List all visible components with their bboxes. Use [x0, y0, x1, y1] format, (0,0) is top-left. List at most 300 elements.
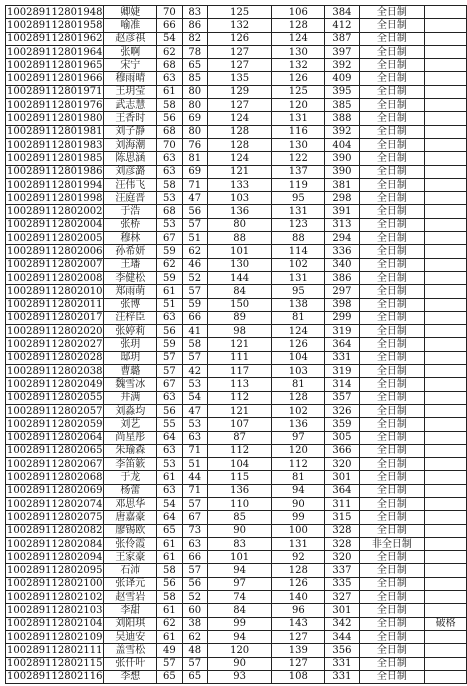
subject1-score-cell: 133: [207, 178, 271, 191]
candidate-id-cell: 100289112802059: [7, 418, 103, 430]
subject1-score-cell: 135: [207, 72, 271, 85]
english-score-cell: 66: [182, 551, 207, 564]
total-score-cell: 391: [325, 205, 359, 218]
remark-cell: [425, 6, 467, 19]
subject1-score-cell: 94: [207, 564, 271, 577]
subject2-score-cell: 130: [272, 138, 325, 151]
candidate-id-cell: 100289112802005: [7, 232, 103, 244]
remark-cell: [425, 32, 467, 45]
candidate-id-cell: 100289112801985: [7, 152, 103, 164]
remark-cell: [425, 311, 467, 324]
candidate-id-cell: 100289112802007: [7, 259, 103, 271]
subject2-score-cell: 116: [272, 125, 325, 138]
study-mode-cell: 全日制: [359, 484, 425, 497]
candidate-id-cell: 100289112802094: [7, 551, 103, 563]
subject2-score-cell: 102: [272, 258, 325, 271]
study-mode-cell: 全日制: [359, 325, 425, 338]
candidate-id-cell: 100289112802082: [7, 525, 103, 537]
remark-cell: [425, 351, 467, 364]
total-score-cell: 364: [325, 338, 359, 351]
subject2-score-cell: 92: [272, 551, 325, 564]
study-mode-cell: 全日制: [359, 444, 425, 457]
subject1-score-cell: 129: [207, 85, 271, 98]
english-score-cell: 82: [182, 32, 207, 45]
subject1-score-cell: 124: [207, 112, 271, 125]
english-score-cell: 65: [182, 59, 207, 72]
politics-score-cell: 57: [157, 365, 182, 378]
subject2-score-cell: 139: [272, 644, 325, 657]
study-mode-cell: 全日制: [359, 644, 425, 657]
name-cell: 于浩: [104, 205, 157, 218]
candidate-id-cell: 100289112802111: [7, 644, 103, 656]
name-cell: 吴迪安: [104, 630, 157, 643]
study-mode-cell: 全日制: [359, 245, 425, 258]
name-cell: 汪庭晋: [104, 192, 157, 205]
table-row: [6, 537, 467, 550]
politics-score-cell: 61: [157, 630, 182, 643]
politics-score-cell: 61: [157, 551, 182, 564]
politics-score-cell: 63: [157, 444, 182, 457]
subject1-score-cell: 121: [207, 404, 271, 417]
politics-score-cell: 53: [157, 218, 182, 231]
politics-score-cell: 62: [157, 617, 182, 630]
politics-score-cell: 68: [157, 125, 182, 138]
total-score-cell: 305: [325, 431, 359, 444]
subject1-score-cell: 127: [207, 99, 271, 112]
subject2-score-cell: 104: [272, 351, 325, 364]
candidate-id-cell: 100289112801962: [7, 33, 103, 45]
subject2-score-cell: 81: [272, 471, 325, 484]
total-score-cell: 364: [325, 484, 359, 497]
subject1-score-cell: 128: [207, 138, 271, 151]
remark-cell: [425, 45, 467, 58]
name-cell: 陈思涵: [104, 152, 157, 165]
total-score-cell: 356: [325, 644, 359, 657]
study-mode-cell: 全日制: [359, 511, 425, 524]
subject1-score-cell: 101: [207, 551, 271, 564]
subject2-score-cell: 131: [272, 537, 325, 550]
name-cell: 邸玥: [104, 351, 157, 364]
subject2-score-cell: 120: [272, 99, 325, 112]
table-row: [6, 617, 467, 630]
subject1-score-cell: 90: [207, 524, 271, 537]
name-cell: 王家豪: [104, 551, 157, 564]
candidate-id-cell: 100289112802069: [7, 485, 103, 497]
remark-cell: [425, 232, 467, 245]
remark-cell: [425, 644, 467, 657]
candidate-id-cell: 100289112802109: [7, 631, 103, 643]
study-mode-cell: 全日制: [359, 232, 425, 245]
name-cell: 廖锡欧: [104, 524, 157, 537]
subject2-score-cell: 127: [272, 657, 325, 670]
subject1-score-cell: 136: [207, 484, 271, 497]
study-mode-cell: 全日制: [359, 59, 425, 72]
subject1-score-cell: 150: [207, 298, 271, 311]
name-cell: 王璠: [104, 258, 157, 271]
candidate-id-cell: 100289112802068: [7, 472, 103, 484]
subject1-score-cell: 84: [207, 604, 271, 617]
remark-cell: [425, 404, 467, 417]
remark-cell: [425, 484, 467, 497]
candidate-id-cell: 100289112802074: [7, 498, 103, 510]
table-row: [6, 577, 467, 590]
subject2-score-cell: 102: [272, 404, 325, 417]
remark-cell: [425, 112, 467, 125]
study-mode-cell: 全日制: [359, 577, 425, 590]
candidate-id-cell: 100289112801971: [7, 86, 103, 98]
remark-cell: [425, 59, 467, 72]
name-cell: 刘阳琪: [104, 617, 157, 630]
subject2-score-cell: 114: [272, 245, 325, 258]
candidate-id-cell: 100289112802028: [7, 352, 103, 364]
study-mode-cell: 全日制: [359, 99, 425, 112]
study-mode-cell: 全日制: [359, 657, 425, 670]
subject2-score-cell: 112: [272, 458, 325, 471]
subject1-score-cell: 90: [207, 657, 271, 670]
name-cell: 李想: [104, 670, 157, 683]
name-cell: 郑雨萌: [104, 285, 157, 298]
name-cell: 刘子静: [104, 125, 157, 138]
candidate-id-cell: 100289112802008: [7, 272, 103, 284]
english-score-cell: 60: [182, 604, 207, 617]
study-mode-cell: 全日制: [359, 6, 425, 19]
total-score-cell: 331: [325, 351, 359, 364]
table-row: [6, 338, 467, 351]
politics-score-cell: 58: [157, 591, 182, 604]
english-score-cell: 38: [182, 617, 207, 630]
table-row: [6, 444, 467, 457]
politics-score-cell: 63: [157, 391, 182, 404]
candidate-id-cell: 100289112802104: [7, 618, 103, 630]
remark-cell: [425, 444, 467, 457]
english-score-cell: 56: [182, 205, 207, 218]
study-mode-cell: 全日制: [359, 178, 425, 191]
subject1-score-cell: 124: [207, 152, 271, 165]
subject2-score-cell: 103: [272, 365, 325, 378]
subject2-score-cell: 137: [272, 165, 325, 178]
name-cell: 刘艺: [104, 418, 157, 431]
remark-cell: [425, 391, 467, 404]
english-score-cell: 41: [182, 325, 207, 338]
politics-score-cell: 59: [157, 271, 182, 284]
total-score-cell: 313: [325, 218, 359, 231]
study-mode-cell: 全日制: [359, 298, 425, 311]
subject1-score-cell: 130: [207, 258, 271, 271]
subject1-score-cell: 85: [207, 511, 271, 524]
english-score-cell: 65: [182, 670, 207, 683]
total-score-cell: 398: [325, 298, 359, 311]
subject1-score-cell: 89: [207, 311, 271, 324]
total-score-cell: 294: [325, 232, 359, 245]
subject2-score-cell: 88: [272, 232, 325, 245]
table-row: [6, 591, 467, 604]
politics-score-cell: 58: [157, 99, 182, 112]
subject1-score-cell: 112: [207, 391, 271, 404]
name-cell: 李甜: [104, 604, 157, 617]
politics-score-cell: 65: [157, 670, 182, 683]
candidate-id-cell: 100289112801966: [7, 73, 103, 85]
subject1-score-cell: 125: [207, 6, 271, 19]
table-row: [6, 19, 467, 32]
name-cell: 石沛: [104, 564, 157, 577]
politics-score-cell: 63: [157, 72, 182, 85]
table-row: [6, 45, 467, 58]
english-score-cell: 73: [182, 524, 207, 537]
politics-score-cell: 56: [157, 112, 182, 125]
subject2-score-cell: 90: [272, 497, 325, 510]
table-row: [6, 285, 467, 298]
subject2-score-cell: 96: [272, 604, 325, 617]
english-score-cell: 78: [182, 45, 207, 58]
name-cell: 邓思华: [104, 497, 157, 510]
name-cell: 张博: [104, 298, 157, 311]
table-row: [6, 165, 467, 178]
english-score-cell: 57: [182, 285, 207, 298]
remark-cell: [425, 511, 467, 524]
table-row: [6, 192, 467, 205]
candidate-id-cell: 100289112801983: [7, 139, 103, 151]
subject1-score-cell: 136: [207, 205, 271, 218]
study-mode-cell: 全日制: [359, 391, 425, 404]
study-mode-cell: 全日制: [359, 285, 425, 298]
table-row: [6, 604, 467, 617]
total-score-cell: 320: [325, 458, 359, 471]
total-score-cell: 359: [325, 418, 359, 431]
english-score-cell: 54: [182, 391, 207, 404]
politics-score-cell: 70: [157, 138, 182, 151]
total-score-cell: 319: [325, 325, 359, 338]
politics-score-cell: 58: [157, 178, 182, 191]
english-score-cell: 57: [182, 564, 207, 577]
study-mode-cell: 全日制: [359, 311, 425, 324]
study-mode-cell: 全日制: [359, 418, 425, 431]
politics-score-cell: 63: [157, 152, 182, 165]
table-row: [6, 178, 467, 191]
study-mode-cell: 全日制: [359, 670, 425, 683]
remark-cell: [425, 99, 467, 112]
english-score-cell: 57: [182, 218, 207, 231]
remark-cell: [425, 431, 467, 444]
study-mode-cell: 全日制: [359, 45, 425, 58]
total-score-cell: 328: [325, 537, 359, 550]
subject1-score-cell: 132: [207, 19, 271, 32]
subject2-score-cell: 120: [272, 444, 325, 457]
candidate-id-cell: 100289112801948: [7, 6, 103, 18]
name-cell: 宋宁: [104, 59, 157, 72]
subject2-score-cell: 130: [272, 45, 325, 58]
english-score-cell: 67: [182, 511, 207, 524]
subject1-score-cell: 84: [207, 285, 271, 298]
table-row: [6, 378, 467, 391]
english-score-cell: 57: [182, 657, 207, 670]
name-cell: 卿婕: [104, 6, 157, 19]
english-score-cell: 71: [182, 484, 207, 497]
english-score-cell: 53: [182, 378, 207, 391]
study-mode-cell: 非全日制: [359, 537, 425, 550]
remark-cell: [425, 657, 467, 670]
table-row: [6, 497, 467, 510]
total-score-cell: 337: [325, 564, 359, 577]
english-score-cell: 76: [182, 138, 207, 151]
english-score-cell: 69: [182, 165, 207, 178]
study-mode-cell: 全日制: [359, 617, 425, 630]
study-mode-cell: 全日制: [359, 138, 425, 151]
total-score-cell: 315: [325, 511, 359, 524]
name-cell: 汪梓臣: [104, 311, 157, 324]
remark-cell: [425, 258, 467, 271]
name-cell: 刘彦潞: [104, 165, 157, 178]
name-cell: 于龙: [104, 471, 157, 484]
english-score-cell: 57: [182, 497, 207, 510]
table-row: [6, 511, 467, 524]
english-score-cell: 57: [182, 351, 207, 364]
name-cell: 尚星彤: [104, 431, 157, 444]
subject1-score-cell: 87: [207, 431, 271, 444]
study-mode-cell: 全日制: [359, 591, 425, 604]
subject1-score-cell: 112: [207, 444, 271, 457]
politics-score-cell: 63: [157, 484, 182, 497]
table-row: [6, 630, 467, 643]
name-cell: 穆林: [104, 232, 157, 245]
english-score-cell: 81: [182, 152, 207, 165]
name-cell: 杨蕾: [104, 484, 157, 497]
subject2-score-cell: 138: [272, 298, 325, 311]
candidate-id-cell: 100289112802006: [7, 245, 103, 257]
subject2-score-cell: 99: [272, 511, 325, 524]
subject2-score-cell: 124: [272, 32, 325, 45]
name-cell: 赵雪岩: [104, 591, 157, 604]
table-row: [6, 670, 467, 683]
total-score-cell: 327: [325, 591, 359, 604]
name-cell: 王香时: [104, 112, 157, 125]
name-cell: 张译元: [104, 577, 157, 590]
english-score-cell: 69: [182, 112, 207, 125]
name-cell: 武志慧: [104, 99, 157, 112]
remark-cell: [425, 378, 467, 391]
total-score-cell: 390: [325, 165, 359, 178]
candidate-id-cell: 100289112801994: [7, 179, 103, 191]
candidate-id-cell: 100289112802002: [7, 206, 103, 218]
candidate-id-cell: 100289112801998: [7, 192, 103, 204]
remark-cell: [425, 630, 467, 643]
name-cell: 朱瑜森: [104, 444, 157, 457]
table-row: [6, 99, 467, 112]
table-row: [6, 311, 467, 324]
politics-score-cell: 59: [157, 338, 182, 351]
candidate-id-cell: 100289112802102: [7, 591, 103, 603]
politics-score-cell: 61: [157, 604, 182, 617]
name-cell: 盖雪松: [104, 644, 157, 657]
total-score-cell: 386: [325, 271, 359, 284]
subject1-score-cell: 111: [207, 351, 271, 364]
score-table: [5, 5, 467, 684]
study-mode-cell: 全日制: [359, 551, 425, 564]
remark-cell: [425, 178, 467, 191]
politics-score-cell: 56: [157, 404, 182, 417]
subject2-score-cell: 122: [272, 152, 325, 165]
remark-cell: [425, 72, 467, 85]
subject2-score-cell: 131: [272, 205, 325, 218]
subject1-score-cell: 127: [207, 59, 271, 72]
subject1-score-cell: 103: [207, 192, 271, 205]
subject2-score-cell: 94: [272, 484, 325, 497]
politics-score-cell: 59: [157, 245, 182, 258]
study-mode-cell: 全日制: [359, 458, 425, 471]
english-score-cell: 47: [182, 404, 207, 417]
total-score-cell: 392: [325, 125, 359, 138]
subject1-score-cell: 94: [207, 630, 271, 643]
total-score-cell: 314: [325, 378, 359, 391]
politics-score-cell: 53: [157, 458, 182, 471]
english-score-cell: 52: [182, 271, 207, 284]
subject1-score-cell: 117: [207, 365, 271, 378]
remark-cell: [425, 138, 467, 151]
politics-score-cell: 68: [157, 59, 182, 72]
subject2-score-cell: 126: [272, 338, 325, 351]
remark-cell: [425, 192, 467, 205]
subject1-score-cell: 126: [207, 32, 271, 45]
candidate-id-cell: 100289112801976: [7, 99, 103, 111]
name-cell: 王玥莹: [104, 85, 157, 98]
total-score-cell: 387: [325, 32, 359, 45]
study-mode-cell: 全日制: [359, 338, 425, 351]
total-score-cell: 297: [325, 285, 359, 298]
total-score-cell: 301: [325, 604, 359, 617]
candidate-id-cell: 100289112802084: [7, 538, 103, 550]
subject1-score-cell: 93: [207, 670, 271, 683]
remark-cell: [425, 325, 467, 338]
politics-score-cell: 55: [157, 418, 182, 431]
subject2-score-cell: 125: [272, 85, 325, 98]
subject2-score-cell: 108: [272, 670, 325, 683]
study-mode-cell: 全日制: [359, 404, 425, 417]
remark-cell: [425, 524, 467, 537]
study-mode-cell: 全日制: [359, 205, 425, 218]
total-score-cell: 409: [325, 72, 359, 85]
english-score-cell: 59: [182, 298, 207, 311]
candidate-id-cell: 100289112802004: [7, 219, 103, 231]
remark-cell: [425, 471, 467, 484]
candidate-id-cell: 100289112801958: [7, 19, 103, 31]
study-mode-cell: 全日制: [359, 378, 425, 391]
name-cell: 曹璐: [104, 365, 157, 378]
english-score-cell: 86: [182, 19, 207, 32]
study-mode-cell: 全日制: [359, 19, 425, 32]
table-row: [6, 72, 467, 85]
remark-cell: [425, 365, 467, 378]
table-row: [6, 418, 467, 431]
study-mode-cell: 全日制: [359, 125, 425, 138]
subject2-score-cell: 97: [272, 431, 325, 444]
subject1-score-cell: 115: [207, 471, 271, 484]
english-score-cell: 83: [182, 6, 207, 19]
candidate-id-cell: 100289112802038: [7, 365, 103, 377]
name-cell: 李健松: [104, 271, 157, 284]
study-mode-cell: 全日制: [359, 351, 425, 364]
candidate-id-cell: 100289112802011: [7, 299, 103, 311]
candidate-id-cell: 100289112801964: [7, 46, 103, 58]
table-row: [6, 431, 467, 444]
politics-score-cell: 67: [157, 232, 182, 245]
politics-score-cell: 61: [157, 471, 182, 484]
total-score-cell: 381: [325, 178, 359, 191]
remark-cell: [425, 298, 467, 311]
politics-score-cell: 57: [157, 657, 182, 670]
total-score-cell: 397: [325, 45, 359, 58]
politics-score-cell: 64: [157, 431, 182, 444]
politics-score-cell: 68: [157, 205, 182, 218]
subject2-score-cell: 95: [272, 192, 325, 205]
